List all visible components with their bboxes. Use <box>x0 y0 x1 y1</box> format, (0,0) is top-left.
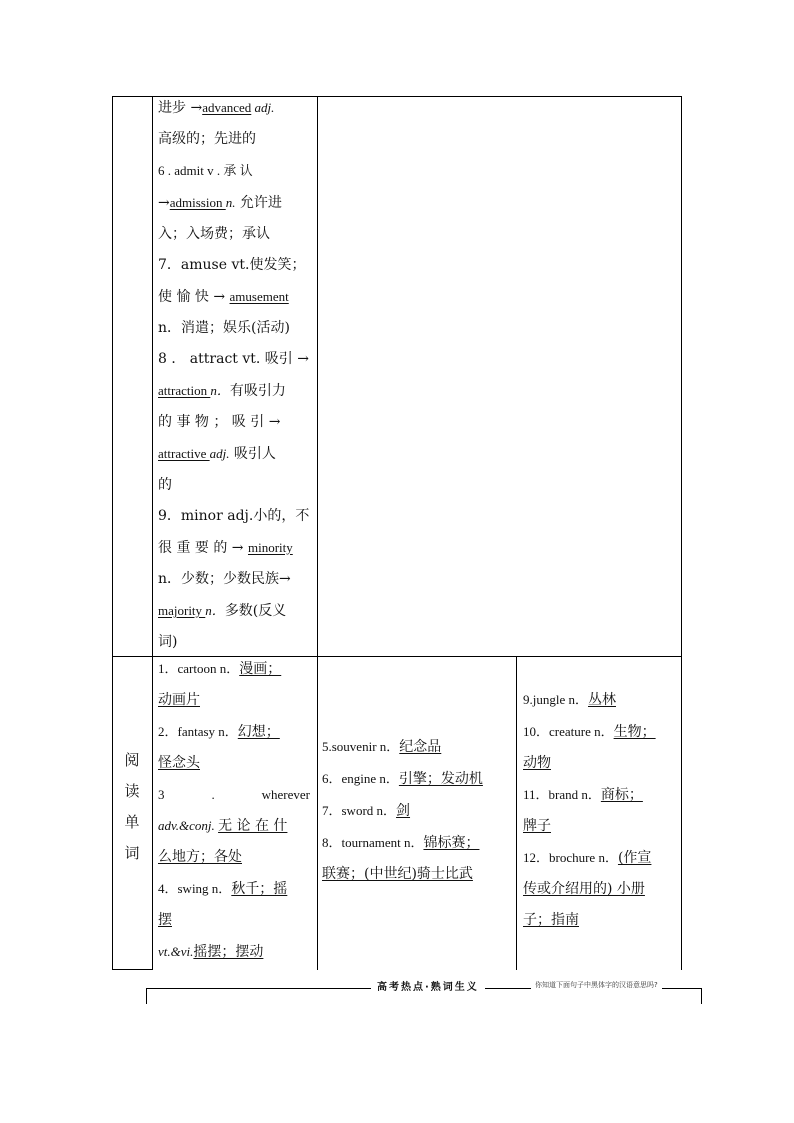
vocab-line: 3 . wherever <box>158 787 310 802</box>
vocab-line: 9．minor adj.小的，不 <box>158 508 310 524</box>
vocab-line: 使 愉 快 → amusement <box>158 289 289 305</box>
reading-words-col-2 <box>322 731 512 890</box>
vocab-line: n．消遣；娱乐(活动) <box>158 320 290 336</box>
vocab-line: attractive adj. 吸引人 <box>158 446 276 462</box>
vocab-line: 动物 <box>523 755 551 771</box>
vocab-line: 进步 →advanced adj. <box>158 100 275 116</box>
vocab-line: 2．fantasy n．幻想； <box>158 724 280 740</box>
section-label-char: 词 <box>124 844 140 862</box>
vocab-line: 1．cartoon n．漫画； <box>158 661 282 677</box>
vocab-line: 7．amuse vt.使发笑； <box>158 257 306 273</box>
vocab-line: 联赛；(中世纪)骑士比武 <box>322 866 473 882</box>
vocab-line: 6．engine n．引擎；发动机 <box>322 771 483 787</box>
vocab-line: attraction n．有吸引力 <box>158 383 286 399</box>
vocab-line: 子；指南 <box>523 912 579 928</box>
vocab-line: 入；入场费；承认 <box>158 226 270 242</box>
vocab-line: 5.souvenir n．纪念品 <box>322 739 442 755</box>
vocab-line: 动画片 <box>158 692 200 708</box>
banner-right-edge <box>701 988 702 1004</box>
section-banner <box>146 981 702 1004</box>
vocab-line: 12．brochure n．(作宣 <box>523 850 652 866</box>
col-divider-3 <box>516 656 517 970</box>
reading-words-col-3 <box>523 684 677 936</box>
banner-subtitle: 你知道下面句子中黑体字的汉语意思吗? <box>531 980 662 990</box>
vocab-line: 4．swing n．秋千；摇 <box>158 881 288 897</box>
vocab-line: 牌子 <box>523 818 551 834</box>
vocab-line: 6 . admit v . 承 认 <box>158 163 253 178</box>
vocab-line: 的 <box>158 477 172 493</box>
vocab-line: 很 重 要 的 → minority <box>158 540 293 556</box>
section-label-char: 单 <box>124 813 140 831</box>
section-label-char: 阅 <box>124 751 140 769</box>
vocab-line: 7．sword n．剑 <box>322 803 411 819</box>
vocab-line: 么地方；各处 <box>158 849 242 865</box>
section-label-reading-words <box>112 745 152 869</box>
vocab-line: 的 事 物 ； 吸 引 → <box>158 414 281 430</box>
vocab-line: vt.&vi.摇摆；摆动 <box>158 944 264 960</box>
table-bottom-left-edge <box>112 969 152 970</box>
table-right-border <box>681 96 682 970</box>
col-divider-1 <box>152 96 153 970</box>
vocab-line: n．少数；少数民族→ <box>158 571 291 587</box>
top-vocab-cell <box>158 92 310 658</box>
vocab-line: 高级的；先进的 <box>158 131 256 147</box>
col-divider-2 <box>317 96 318 970</box>
vocab-line: adv.&conj. 无 论 在 什 <box>158 818 288 834</box>
banner-left-edge <box>146 988 147 1004</box>
vocab-line: 怪念头 <box>158 755 200 771</box>
vocab-line: 摆 <box>158 912 172 928</box>
vocab-line: 11．brand n．商标； <box>523 787 643 803</box>
banner-title: 高考热点·熟词生义 <box>371 978 485 993</box>
vocab-line: 传或介绍用的) 小册 <box>523 881 645 897</box>
vocab-line: 10．creature n．生物； <box>523 724 656 740</box>
vocab-line: majority n．多数(反义 <box>158 603 287 619</box>
vocab-line: 9.jungle n．丛林 <box>523 692 616 708</box>
vocab-line: 8．tournament n．锦标赛； <box>322 835 480 851</box>
section-label-char: 读 <box>124 782 140 800</box>
vocab-line: →admission n. 允许进 <box>158 195 282 211</box>
vocab-line: 词) <box>158 634 178 650</box>
vocab-line: 8 ． attract vt. 吸引 → <box>158 351 309 367</box>
reading-words-col-1 <box>158 653 310 968</box>
